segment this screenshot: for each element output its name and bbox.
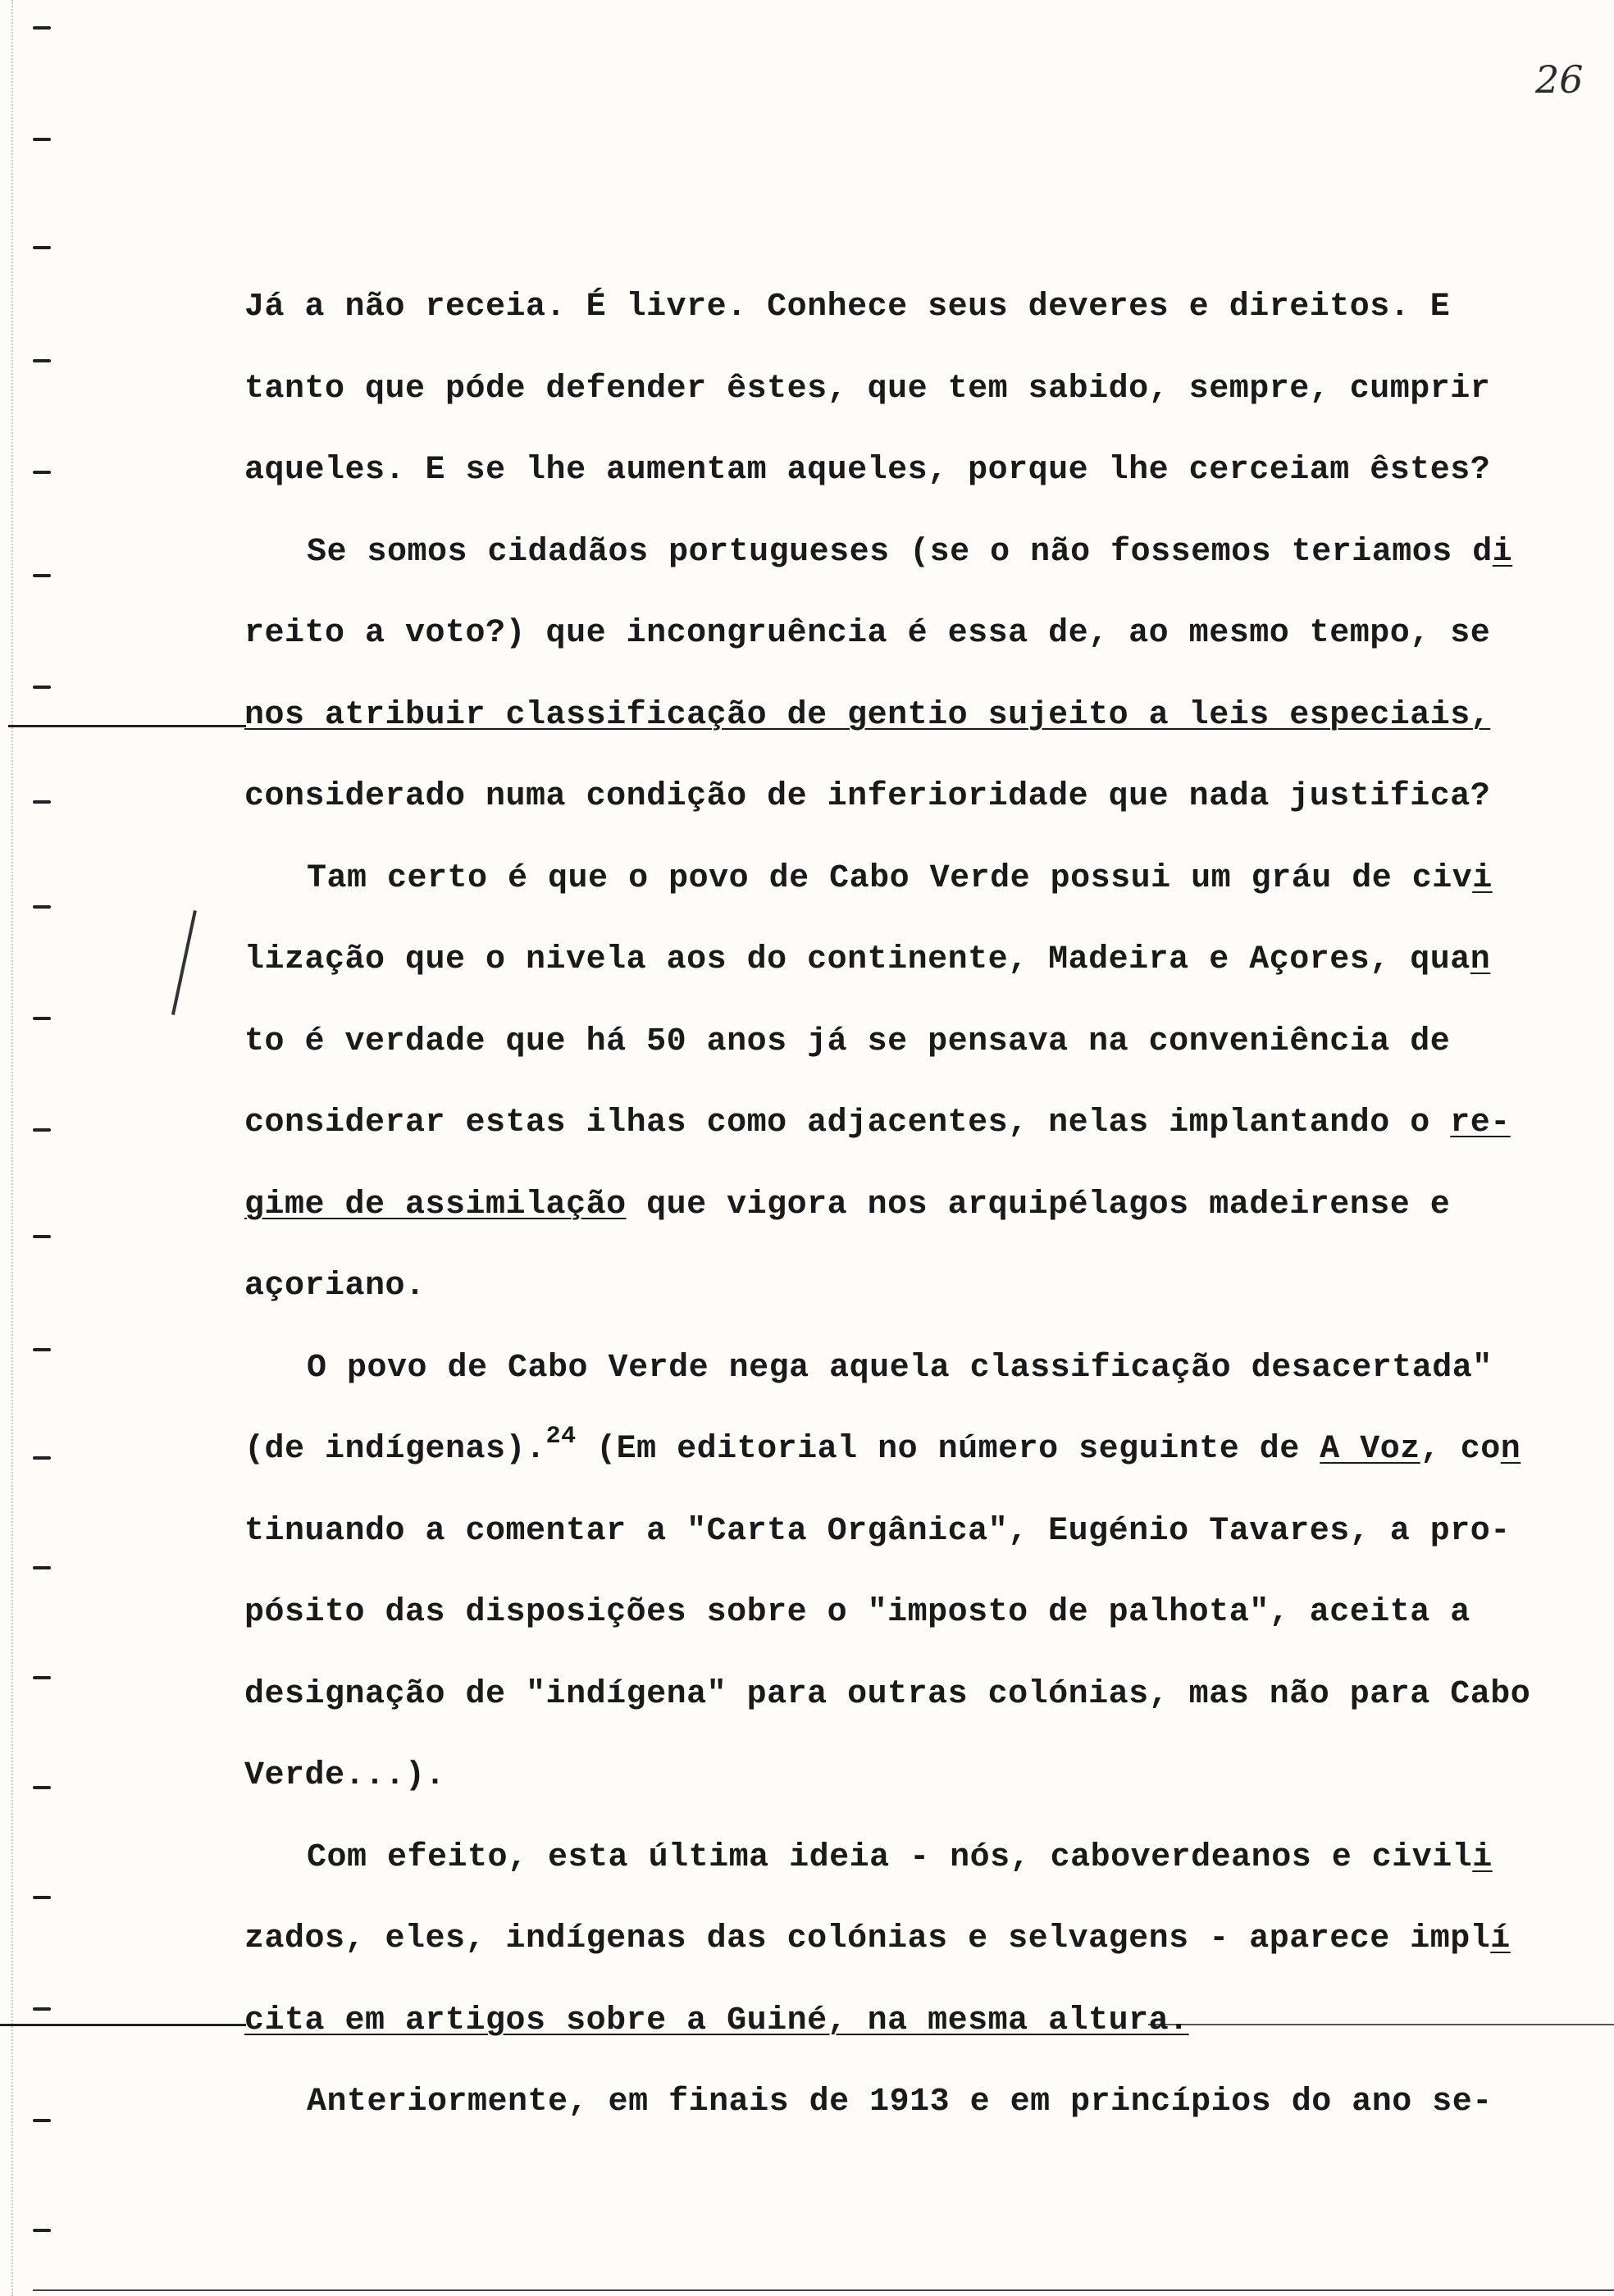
margin-tick bbox=[33, 2229, 51, 2232]
text-segment: Com efeito, esta última ideia - nós, caboverdeanos e civil bbox=[307, 1838, 1473, 1876]
text-line bbox=[244, 1834, 1557, 1916]
margin-tick bbox=[33, 1348, 51, 1351]
text-segment: pósito das disposições sobre o "imposto de palhota", aceita a bbox=[244, 1594, 1470, 1631]
text-line bbox=[244, 1670, 1557, 1752]
text-line bbox=[244, 528, 1557, 610]
underlined-text: nos atribuir classificação de gentio sujeito a leis especiais, bbox=[244, 696, 1491, 734]
underlined-text: cita em artigos sobre a Guiné, na mesma altura. bbox=[244, 2002, 1189, 2039]
text-line bbox=[244, 936, 1557, 1018]
text-segment: , co bbox=[1420, 1431, 1501, 1468]
margin-tick bbox=[33, 2007, 51, 2011]
margin-tick bbox=[33, 246, 51, 249]
text-segment: reito a voto?) que incongruência é essa de, ao mesmo tempo, se bbox=[244, 615, 1491, 652]
underlined-text: i bbox=[1472, 859, 1493, 897]
text-line bbox=[244, 1018, 1557, 1100]
margin-tick bbox=[33, 359, 51, 362]
text-segment: designação de "indígena" para outras colónias, mas não para Cabo bbox=[244, 1675, 1531, 1713]
text-segment: tinuando a comentar a "Carta Orgânica", Eugénio Tavares, a pro- bbox=[244, 1512, 1511, 1550]
text-segment: Se somos cidadãos portugueses (se o não fossemos teriamos d bbox=[307, 533, 1493, 571]
text-line bbox=[244, 1997, 1557, 2079]
margin-tick bbox=[33, 138, 51, 141]
document-body bbox=[244, 283, 1557, 2160]
margin-tick bbox=[33, 1896, 51, 1899]
underlined-text: n bbox=[1470, 941, 1491, 978]
text-line bbox=[244, 1344, 1557, 1426]
underlined-text: n bbox=[1500, 1431, 1521, 1468]
text-segment: Já a não receia. É livre. Conhece seus deveres e direitos. E bbox=[244, 289, 1451, 326]
margin-check-mark bbox=[171, 910, 213, 1018]
margin-tick bbox=[33, 1456, 51, 1460]
text-segment: tanto que póde defender êstes, que tem sabido, sempre, cumprir bbox=[244, 370, 1491, 408]
margin-rule-line bbox=[0, 2024, 246, 2026]
underlined-text: A Voz bbox=[1320, 1431, 1420, 1468]
margin-tick bbox=[33, 574, 51, 577]
text-segment: Verde...). bbox=[244, 1757, 446, 1794]
text-line bbox=[244, 1507, 1557, 1589]
text-line bbox=[244, 854, 1557, 936]
text-segment: que vigora nos arquipélagos madeirense e bbox=[626, 1186, 1451, 1223]
margin-tick bbox=[33, 1235, 51, 1238]
text-line bbox=[244, 1425, 1557, 1507]
page-number: 26 bbox=[1535, 57, 1584, 102]
page-bottom-edge bbox=[33, 2289, 1614, 2291]
margin-tick bbox=[33, 471, 51, 474]
margin-tick bbox=[33, 26, 51, 30]
margin-tick bbox=[33, 1566, 51, 1569]
text-segment: Anteriormente, em finais de 1913 e em princípios do ano se- bbox=[307, 2084, 1493, 2121]
text-line bbox=[244, 1588, 1557, 1670]
margin-tick bbox=[33, 1017, 51, 1020]
underlined-text: i bbox=[1472, 1838, 1493, 1876]
text-line bbox=[244, 283, 1557, 365]
underlined-text: i bbox=[1492, 533, 1513, 571]
text-line bbox=[244, 446, 1557, 528]
text-line bbox=[244, 1915, 1557, 1997]
margin-tick bbox=[33, 905, 51, 909]
text-segment: açoriano. bbox=[244, 1268, 426, 1305]
text-segment: to é verdade que há 50 anos já se pensava na conveniência de bbox=[244, 1023, 1451, 1060]
text-line bbox=[244, 1181, 1557, 1263]
text-line bbox=[244, 1099, 1557, 1181]
margin-tick bbox=[33, 1786, 51, 1789]
text-segment: O povo de Cabo Verde nega aquela classificação desacertada" bbox=[307, 1349, 1493, 1387]
text-segment: zados, eles, indígenas das colónias e selvagens - aparece impl bbox=[244, 1920, 1491, 1957]
text-segment: Tam certo é que o povo de Cabo Verde possui um gráu de civ bbox=[307, 859, 1473, 897]
margin-rule-line bbox=[8, 725, 246, 727]
text-line bbox=[244, 609, 1557, 691]
text-line bbox=[244, 2078, 1557, 2160]
text-line bbox=[244, 691, 1557, 773]
text-line bbox=[244, 772, 1557, 854]
margin-tick bbox=[33, 1128, 51, 1132]
page-left-edge bbox=[0, 0, 13, 2296]
underlined-text: gime de assimilação bbox=[244, 1186, 627, 1223]
margin-tick bbox=[33, 1676, 51, 1679]
margin-tick bbox=[33, 2119, 51, 2122]
text-segment: considerar estas ilhas como adjacentes, nelas implantando o bbox=[244, 1105, 1451, 1141]
text-segment: considerado numa condição de inferioridade que nada justifica? bbox=[244, 778, 1491, 815]
text-line bbox=[244, 1752, 1557, 1834]
underlined-text: re- bbox=[1450, 1105, 1511, 1141]
margin-tick bbox=[33, 800, 51, 804]
text-segment: (Em editorial no número seguinte de bbox=[576, 1431, 1320, 1468]
margin-tick bbox=[33, 686, 51, 689]
footnote-ref: 24 bbox=[545, 1423, 577, 1451]
text-line bbox=[244, 365, 1557, 447]
text-segment: aqueles. E se lhe aumentam aqueles, porque lhe cerceiam êstes? bbox=[244, 452, 1491, 489]
text-line bbox=[244, 1262, 1557, 1344]
text-segment: lização que o nivela aos do continente, Madeira e Açores, qua bbox=[244, 941, 1470, 978]
underlined-text: í bbox=[1490, 1920, 1511, 1957]
text-segment: (de indígenas). bbox=[244, 1431, 546, 1468]
